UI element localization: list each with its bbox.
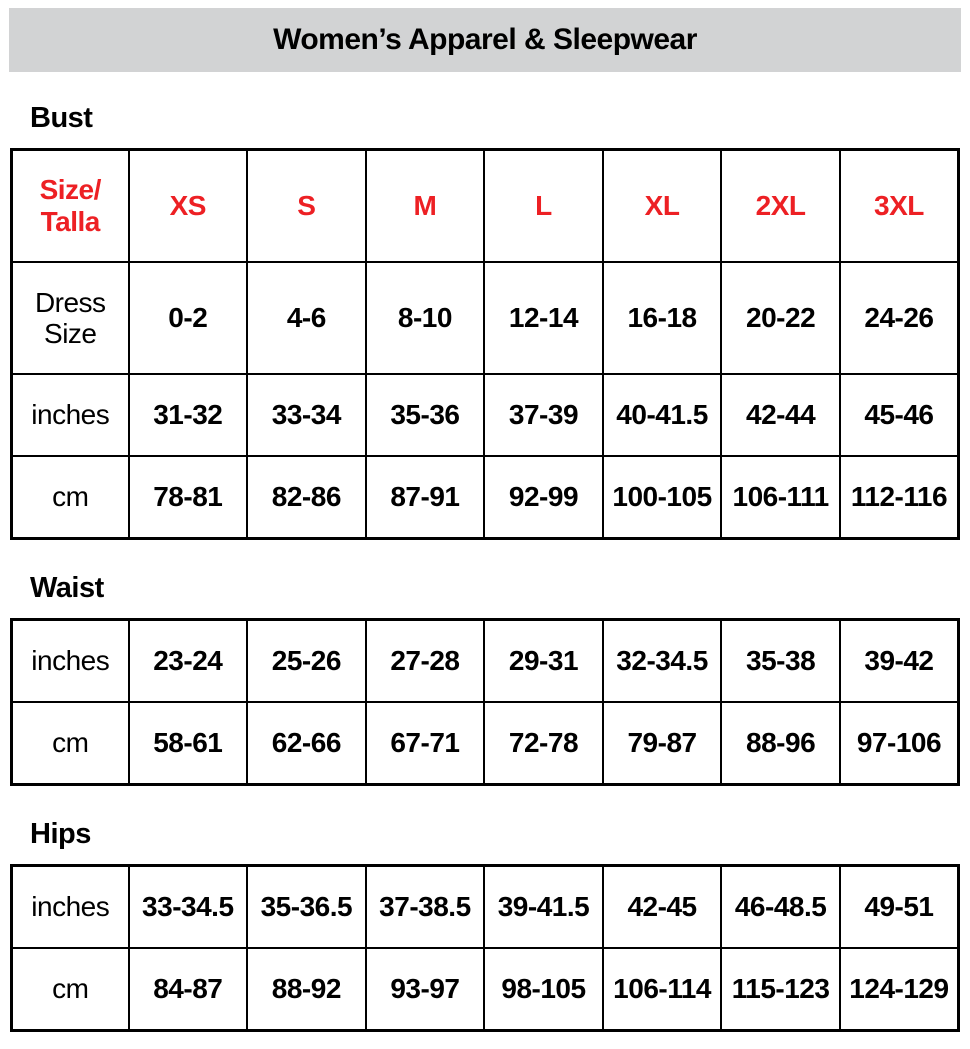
value-cell: 16-18 (603, 262, 722, 374)
value-cell: 42-45 (603, 866, 722, 949)
col-header-2xl: 2XL (721, 150, 840, 263)
col-header-xs: XS (129, 150, 248, 263)
row-label-dress-size: Dress Size (12, 262, 129, 374)
value-cell: 35-36.5 (247, 866, 366, 949)
value-cell: 37-38.5 (366, 866, 485, 949)
value-cell: 82-86 (247, 456, 366, 539)
value-cell: 92-99 (484, 456, 603, 539)
value-cell: 88-92 (247, 948, 366, 1031)
value-cell: 42-44 (721, 374, 840, 456)
value-cell: 31-32 (129, 374, 248, 456)
size-label-line2: Talla (40, 206, 100, 237)
waist-table (10, 618, 960, 786)
value-cell: 106-111 (721, 456, 840, 539)
hips-cm-row (12, 948, 959, 1031)
value-cell: 35-38 (721, 620, 840, 703)
row-label-cm: cm (12, 702, 129, 785)
row-label-inches: inches (12, 620, 129, 703)
value-cell: 8-10 (366, 262, 485, 374)
value-cell: 23-24 (129, 620, 248, 703)
page-title: Women’s Apparel & Sleepwear (273, 23, 697, 56)
value-cell: 106-114 (603, 948, 722, 1031)
value-cell: 100-105 (603, 456, 722, 539)
value-cell: 33-34.5 (129, 866, 248, 949)
value-cell: 37-39 (484, 374, 603, 456)
section-heading-waist: Waist (30, 572, 104, 604)
value-cell: 78-81 (129, 456, 248, 539)
col-header-l: L (484, 150, 603, 263)
value-cell: 115-123 (721, 948, 840, 1031)
bust-dress-size-row (12, 262, 959, 374)
value-cell: 97-106 (840, 702, 959, 785)
value-cell: 0-2 (129, 262, 248, 374)
value-cell: 29-31 (484, 620, 603, 703)
value-cell: 39-41.5 (484, 866, 603, 949)
value-cell: 98-105 (484, 948, 603, 1031)
col-header-3xl: 3XL (840, 150, 959, 263)
col-header-m: M (366, 150, 485, 263)
size-label-line1: Size/ (39, 173, 101, 205)
size-talla-header-cell (12, 150, 129, 263)
value-cell: 40-41.5 (603, 374, 722, 456)
value-cell: 20-22 (721, 262, 840, 374)
value-cell: 62-66 (247, 702, 366, 785)
value-cell: 79-87 (603, 702, 722, 785)
value-cell: 67-71 (366, 702, 485, 785)
row-label-inches: inches (12, 866, 129, 949)
col-header-xl: XL (603, 150, 722, 263)
value-cell: 24-26 (840, 262, 959, 374)
value-cell: 58-61 (129, 702, 248, 785)
value-cell: 45-46 (840, 374, 959, 456)
hips-table (10, 864, 960, 1032)
hips-inches-row (12, 866, 959, 949)
value-cell: 87-91 (366, 456, 485, 539)
col-header-s: S (247, 150, 366, 263)
value-cell: 25-26 (247, 620, 366, 703)
row-label-cm: cm (12, 948, 129, 1031)
value-cell: 35-36 (366, 374, 485, 456)
value-cell: 49-51 (840, 866, 959, 949)
bust-table (10, 148, 960, 540)
value-cell: 33-34 (247, 374, 366, 456)
title-bar (9, 8, 961, 72)
bust-inches-row (12, 374, 959, 456)
value-cell: 93-97 (366, 948, 485, 1031)
value-cell: 112-116 (840, 456, 959, 539)
value-cell: 4-6 (247, 262, 366, 374)
section-heading-hips: Hips (30, 818, 91, 850)
waist-inches-row (12, 620, 959, 703)
bust-cm-row (12, 456, 959, 539)
value-cell: 27-28 (366, 620, 485, 703)
value-cell: 72-78 (484, 702, 603, 785)
row-label-cm: cm (12, 456, 129, 539)
value-cell: 46-48.5 (721, 866, 840, 949)
value-cell: 84-87 (129, 948, 248, 1031)
value-cell: 39-42 (840, 620, 959, 703)
value-cell: 88-96 (721, 702, 840, 785)
bust-header-row (12, 150, 959, 263)
row-label-inches: inches (12, 374, 129, 456)
value-cell: 12-14 (484, 262, 603, 374)
value-cell: 32-34.5 (603, 620, 722, 703)
waist-cm-row (12, 702, 959, 785)
value-cell: 124-129 (840, 948, 959, 1031)
section-heading-bust: Bust (30, 102, 93, 134)
